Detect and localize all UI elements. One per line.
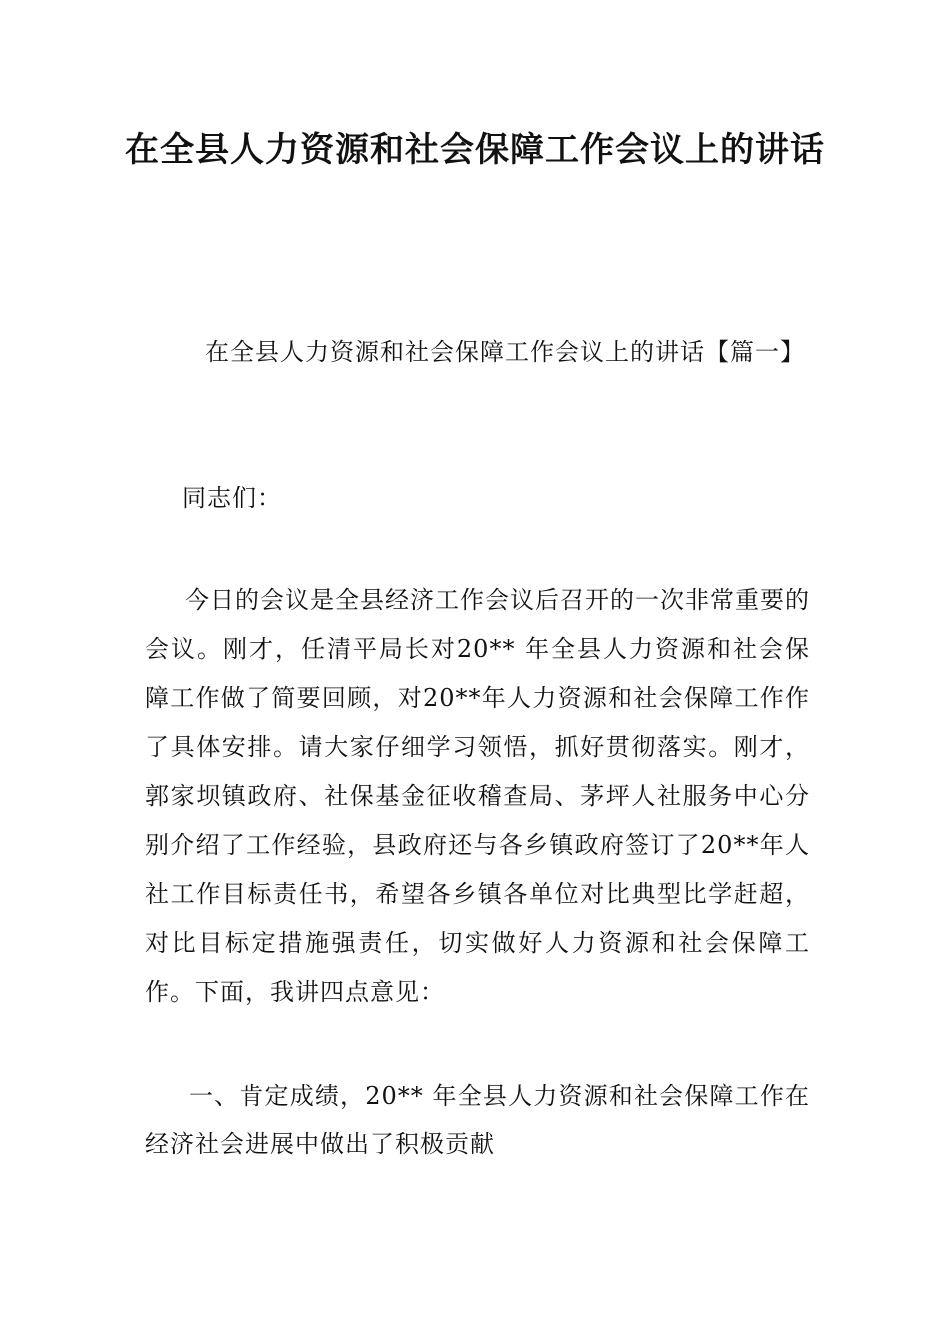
section-heading-paragraph: 一、肯定成绩，20** 年全县人力资源和社会保障工作在经济社会进展中做出了积极贡献 — [145, 1082, 810, 1158]
body-paragraph: 今日的会议是全县经济工作会议后召开的一次非常重要的会议。刚才，任清平局长对20** 年全县人力资源和社会保障工作做了简要回顾，对20**年人力资源和社会保障工作作了具体安排。请大家仔细学习领悟，抓好贯彻落实。刚才，郭家坝镇政府、社保基金征收稽查局、茅坪人社服务中心分别介绍了工作经验，县政府还与各乡镇政府签订了20**年人社工作目标责任书，希望各乡镇各单位对比典型比学赶超，对比目标定措施强责任，切实做好人力资源和社会保障工作。下面，我讲四点意见： — [145, 586, 810, 1006]
document-title: 在全县人力资源和社会保障工作会议上的讲话 — [125, 130, 825, 170]
greeting: 同志们： — [182, 484, 282, 512]
document-subtitle: 在全县人力资源和社会保障工作会议上的讲话【篇一】 — [205, 338, 805, 366]
